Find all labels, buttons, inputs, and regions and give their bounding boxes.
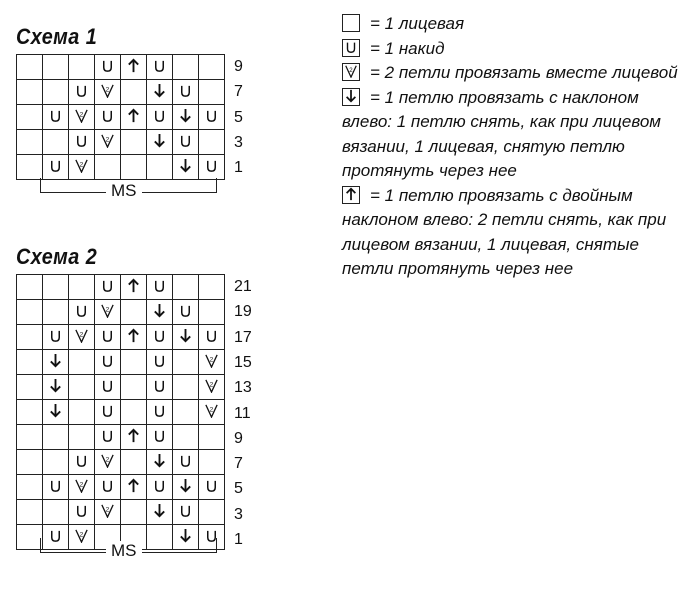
row-number: 7 bbox=[234, 455, 243, 473]
knit-cell bbox=[147, 155, 173, 180]
yarn-over-icon bbox=[147, 105, 173, 130]
yarn-over-icon bbox=[69, 80, 95, 105]
knit-cell bbox=[17, 300, 43, 325]
yarn-over-icon bbox=[342, 39, 360, 57]
knit-two-together-icon bbox=[342, 63, 360, 81]
knit-cell bbox=[17, 525, 43, 550]
yarn-over-icon bbox=[95, 375, 121, 400]
knit-two-together-icon bbox=[95, 130, 121, 155]
scheme1-chart bbox=[16, 54, 225, 180]
knit-two-together-icon bbox=[199, 375, 225, 400]
yarn-over-icon bbox=[147, 375, 173, 400]
svg-text:2: 2 bbox=[105, 506, 110, 514]
row-number: 3 bbox=[234, 133, 243, 151]
knit-cell bbox=[69, 400, 95, 425]
chart-row bbox=[17, 325, 225, 350]
left-decrease-icon bbox=[147, 500, 173, 525]
knit-cell bbox=[17, 275, 43, 300]
knit-cell bbox=[173, 275, 199, 300]
yarn-over-icon bbox=[147, 350, 173, 375]
yarn-over-icon bbox=[95, 55, 121, 80]
svg-text:2: 2 bbox=[349, 66, 353, 74]
svg-text:2: 2 bbox=[79, 161, 84, 169]
chart-row bbox=[17, 155, 225, 180]
knit-cell bbox=[69, 350, 95, 375]
left-decrease-icon bbox=[173, 475, 199, 500]
knit-cell bbox=[199, 300, 225, 325]
knit-cell bbox=[121, 300, 147, 325]
double-left-decrease-icon bbox=[121, 425, 147, 450]
scheme2-chart bbox=[16, 274, 225, 550]
yarn-over-icon bbox=[95, 105, 121, 130]
knit-cell bbox=[43, 500, 69, 525]
legend bbox=[342, 12, 687, 282]
yarn-over-icon bbox=[199, 105, 225, 130]
chart-row bbox=[17, 105, 225, 130]
left-decrease-icon bbox=[342, 88, 360, 106]
chart-row bbox=[17, 500, 225, 525]
legend-item bbox=[342, 184, 687, 282]
knit-two-together-icon bbox=[95, 450, 121, 475]
svg-text:2: 2 bbox=[79, 481, 84, 489]
chart-row bbox=[17, 350, 225, 375]
row-number: 3 bbox=[234, 505, 243, 523]
svg-text:2: 2 bbox=[209, 356, 214, 364]
chart-row bbox=[17, 300, 225, 325]
svg-text:2: 2 bbox=[105, 86, 110, 94]
legend-item bbox=[342, 86, 687, 184]
row-number: 13 bbox=[234, 379, 252, 397]
knit-cell bbox=[199, 80, 225, 105]
knit-cell bbox=[173, 350, 199, 375]
legend-item bbox=[342, 37, 687, 62]
yarn-over-icon bbox=[95, 275, 121, 300]
legend-text: = 1 петлю провязать с наклоном влево: 1 петлю снять, как при лицевом вязании, 1 лицевая, снятую петлю протянуть через нее bbox=[342, 87, 661, 180]
knit-cell bbox=[69, 275, 95, 300]
knit-two-together-icon bbox=[95, 500, 121, 525]
svg-text:2: 2 bbox=[105, 136, 110, 144]
double-left-decrease-icon bbox=[342, 186, 360, 204]
chart-row bbox=[17, 475, 225, 500]
row-number: 1 bbox=[234, 159, 243, 177]
yarn-over-icon bbox=[43, 155, 69, 180]
left-decrease-icon bbox=[147, 130, 173, 155]
knit-two-together-icon bbox=[199, 400, 225, 425]
yarn-over-icon bbox=[43, 325, 69, 350]
left-decrease-icon bbox=[173, 155, 199, 180]
knit-cell bbox=[17, 500, 43, 525]
knit-cell bbox=[43, 275, 69, 300]
knit-cell bbox=[199, 55, 225, 80]
yarn-over-icon bbox=[173, 300, 199, 325]
yarn-over-icon bbox=[69, 130, 95, 155]
knit-cell bbox=[17, 400, 43, 425]
svg-text:2: 2 bbox=[79, 531, 84, 539]
svg-text:2: 2 bbox=[209, 406, 214, 414]
scheme1-title: Схема 1 bbox=[16, 24, 98, 49]
left-decrease-icon bbox=[147, 300, 173, 325]
row-number: 9 bbox=[234, 429, 243, 447]
knit-cell bbox=[69, 375, 95, 400]
knit-cell bbox=[17, 425, 43, 450]
double-left-decrease-icon bbox=[121, 275, 147, 300]
knit-cell bbox=[43, 80, 69, 105]
scheme2-ms-label: MS bbox=[106, 541, 142, 561]
svg-text:2: 2 bbox=[79, 331, 84, 339]
knit-cell bbox=[17, 105, 43, 130]
row-number: 9 bbox=[234, 58, 243, 75]
left-decrease-icon bbox=[173, 325, 199, 350]
yarn-over-icon bbox=[95, 400, 121, 425]
knit-two-together-icon bbox=[69, 155, 95, 180]
yarn-over-icon bbox=[173, 450, 199, 475]
double-left-decrease-icon bbox=[121, 105, 147, 130]
knit-cell bbox=[43, 450, 69, 475]
knit-cell bbox=[43, 130, 69, 155]
yarn-over-icon bbox=[147, 325, 173, 350]
chart-row bbox=[17, 130, 225, 155]
knit-cell bbox=[17, 80, 43, 105]
svg-text:2: 2 bbox=[209, 381, 214, 389]
knit-cell bbox=[17, 55, 43, 80]
knit-cell bbox=[199, 450, 225, 475]
yarn-over-icon bbox=[95, 350, 121, 375]
legend-text: = 2 петли провязать вместе лицевой bbox=[370, 63, 678, 82]
knit-cell bbox=[121, 400, 147, 425]
svg-text:2: 2 bbox=[105, 306, 110, 314]
knit-cell bbox=[121, 500, 147, 525]
svg-text:2: 2 bbox=[105, 456, 110, 464]
left-decrease-icon bbox=[43, 400, 69, 425]
yarn-over-icon bbox=[95, 325, 121, 350]
knit-two-together-icon bbox=[69, 475, 95, 500]
knit-cell bbox=[121, 155, 147, 180]
double-left-decrease-icon bbox=[121, 55, 147, 80]
row-number: 21 bbox=[234, 278, 252, 295]
knit-cell bbox=[199, 130, 225, 155]
yarn-over-icon bbox=[95, 425, 121, 450]
knit-two-together-icon bbox=[199, 350, 225, 375]
yarn-over-icon bbox=[69, 500, 95, 525]
left-decrease-icon bbox=[43, 375, 69, 400]
yarn-over-icon bbox=[173, 80, 199, 105]
row-number: 11 bbox=[234, 404, 251, 422]
yarn-over-icon bbox=[147, 425, 173, 450]
knit-cell bbox=[17, 475, 43, 500]
legend-item bbox=[342, 61, 687, 86]
left-decrease-icon bbox=[147, 450, 173, 475]
double-left-decrease-icon bbox=[121, 325, 147, 350]
knit-cell bbox=[173, 375, 199, 400]
row-number: 19 bbox=[234, 303, 252, 321]
knit-cell bbox=[121, 450, 147, 475]
legend-item bbox=[342, 12, 687, 37]
yarn-over-icon bbox=[95, 475, 121, 500]
row-number: 1 bbox=[234, 531, 243, 548]
knit-cell bbox=[121, 350, 147, 375]
legend-text: = 1 накид bbox=[370, 38, 445, 58]
yarn-over-icon bbox=[199, 475, 225, 500]
yarn-over-icon bbox=[199, 325, 225, 350]
yarn-over-icon bbox=[69, 300, 95, 325]
chart-row bbox=[17, 375, 225, 400]
yarn-over-icon bbox=[173, 130, 199, 155]
knit-cell bbox=[17, 375, 43, 400]
yarn-over-icon bbox=[43, 105, 69, 130]
knit-cell bbox=[69, 55, 95, 80]
knit-two-together-icon bbox=[69, 325, 95, 350]
knit-cell bbox=[43, 55, 69, 80]
knit-cell bbox=[199, 425, 225, 450]
scheme1-ms-label: MS bbox=[106, 181, 142, 201]
row-number: 15 bbox=[234, 353, 252, 371]
knit-two-together-icon bbox=[95, 80, 121, 105]
knit-cell bbox=[121, 130, 147, 155]
knit-cell bbox=[121, 375, 147, 400]
legend-text: = 1 петлю провязать с двойным наклоном влево: 2 петли снять, как при лицевом вязании, 1 лицевая, снятые петли протянуть через нее bbox=[342, 185, 667, 278]
double-left-decrease-icon bbox=[121, 475, 147, 500]
row-number: 5 bbox=[234, 108, 243, 126]
knit-cell bbox=[17, 325, 43, 350]
knit-cell bbox=[17, 450, 43, 475]
knit-cell bbox=[17, 350, 43, 375]
yarn-over-icon bbox=[147, 275, 173, 300]
knit-two-together-icon bbox=[95, 300, 121, 325]
knit-cell bbox=[17, 130, 43, 155]
legend-text: = 1 лицевая bbox=[370, 14, 465, 33]
knit-cell bbox=[43, 300, 69, 325]
knit-cell bbox=[95, 155, 121, 180]
left-decrease-icon bbox=[147, 80, 173, 105]
scheme2-title: Схема 2 bbox=[16, 244, 98, 269]
chart-row bbox=[17, 425, 225, 450]
row-number: 7 bbox=[234, 83, 243, 101]
knit-stitch-icon bbox=[342, 14, 360, 32]
knit-cell bbox=[17, 155, 43, 180]
yarn-over-icon bbox=[173, 500, 199, 525]
left-decrease-icon bbox=[173, 105, 199, 130]
yarn-over-icon bbox=[147, 400, 173, 425]
knit-cell bbox=[173, 425, 199, 450]
knit-cell bbox=[69, 425, 95, 450]
row-number: 17 bbox=[234, 328, 252, 346]
knit-two-together-icon bbox=[69, 105, 95, 130]
knit-cell bbox=[199, 500, 225, 525]
row-number: 5 bbox=[234, 480, 243, 498]
chart-row bbox=[17, 400, 225, 425]
chart-row bbox=[17, 450, 225, 475]
chart-row bbox=[17, 55, 225, 80]
knit-cell bbox=[199, 275, 225, 300]
yarn-over-icon bbox=[43, 475, 69, 500]
yarn-over-icon bbox=[147, 475, 173, 500]
yarn-over-icon bbox=[69, 450, 95, 475]
knit-cell bbox=[173, 400, 199, 425]
knit-cell bbox=[43, 425, 69, 450]
chart-row bbox=[17, 80, 225, 105]
left-decrease-icon bbox=[43, 350, 69, 375]
yarn-over-icon bbox=[199, 155, 225, 180]
knit-cell bbox=[121, 80, 147, 105]
chart-row bbox=[17, 275, 225, 300]
knit-cell bbox=[173, 55, 199, 80]
svg-text:2: 2 bbox=[79, 111, 84, 119]
yarn-over-icon bbox=[147, 55, 173, 80]
